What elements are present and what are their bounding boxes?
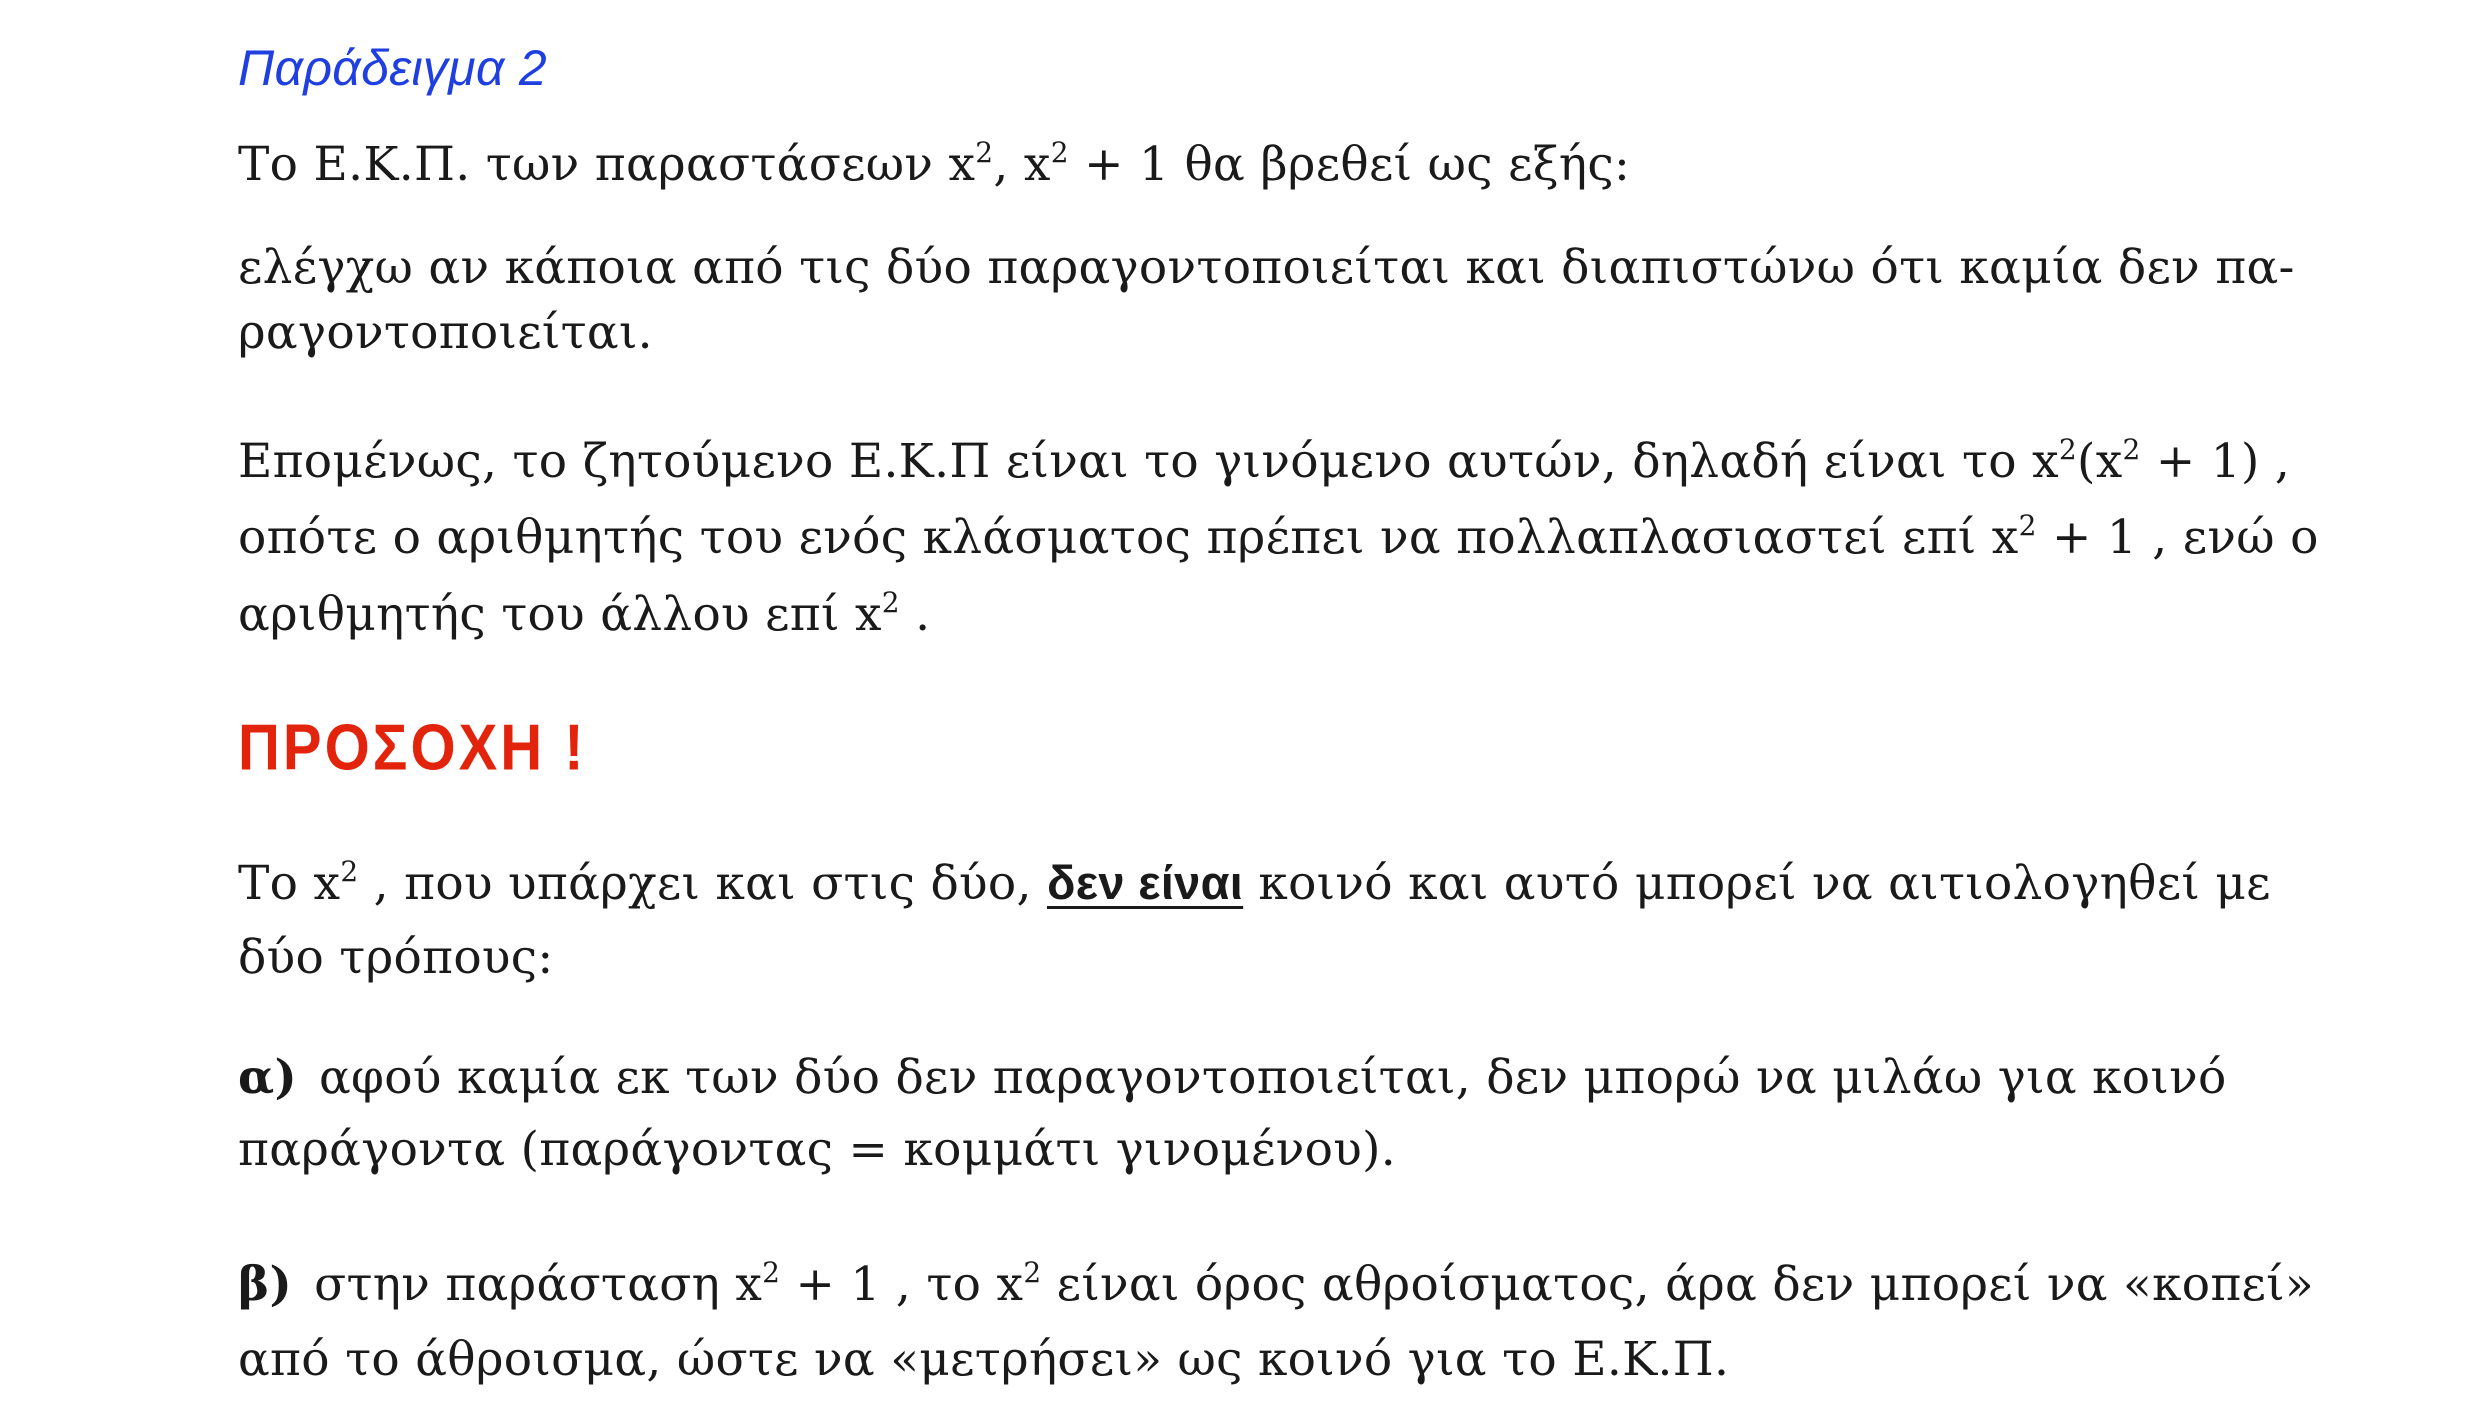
example-title: Παράδειγμα 2 <box>238 40 547 96</box>
p1-text: Το Ε.Κ.Π. των παραστάσεων <box>238 137 949 192</box>
item-b-math-x2-plus-1: $x^2$ <box>735 1256 781 1312</box>
item-b-math-x2: $x^2$ <box>996 1256 1042 1312</box>
item-b-line-2: από το άθροισμα, ώστε να «μετρήσει» ως κοινό για το Ε.Κ.Π. <box>238 1332 1730 1387</box>
p3-math-x2-plus-1: $x^2$ <box>1991 509 2037 565</box>
p1-math-x2: $x^2$ <box>948 136 994 192</box>
warning-heading: ΠΡΟΣΟΧΗ ! <box>238 711 587 784</box>
item-a-marker: α) <box>238 1050 298 1105</box>
p3-math-x2: $x^2$ <box>854 586 900 642</box>
emphasis-not-common: δεν είναι <box>1047 856 1244 909</box>
paragraph-3-line-1: Επομένως, το ζητούμενο Ε.Κ.Π είναι το γινόμενο αυτών, δηλαδή είναι το $x^2(x^2 + 1)$ , <box>238 433 2291 489</box>
paragraph-2-line-1: ελέγχω αν κάποια από τις δύο παραγοντοποιείται και διαπιστώνω ότι καμία δεν πα- <box>238 240 2295 295</box>
paragraph-1 <box>238 135 1630 195</box>
item-a-line-2: παράγοντα (παράγοντας = κομμάτι γινομένου). <box>238 1122 1397 1177</box>
p1-comma: , <box>993 137 1024 192</box>
item-a-line-1: α) αφού καμία εκ των δύο δεν παραγοντοποιείται, δεν μπορώ να μιλάω για κοινό <box>238 1050 2227 1105</box>
paragraph-3-line-2: οπότε ο αριθμητής του ενός κλάσματος πρέπει να πολλαπλασιαστεί επί $x^2 + 1$ , ενώ ο <box>238 509 2319 565</box>
paragraph-4-line-2: δύο τρόπους: <box>238 930 554 985</box>
paragraph-4-line-1: Το $x^2$ , που υπάρχει και στις δύο, δεν είναι κοινό και αυτό μπορεί να αιτιολογηθεί με <box>238 855 2271 911</box>
p1-tail: θα βρεθεί ως εξής: <box>1169 137 1631 192</box>
item-b-marker: β) <box>238 1257 293 1312</box>
p4-math-x2: $x^2$ <box>313 855 359 911</box>
item-b-line-1: β) στην παράσταση $x^2 + 1$ , το $x^2$ είναι όρος αθροίσματος, άρα δεν μπορεί να «κοπεί» <box>238 1256 2314 1312</box>
p1-math-x2-plus-1: $x^2 + 1$ <box>1023 136 1170 192</box>
paragraph-2-line-2: ραγοντοποιείται. <box>238 305 653 360</box>
paragraph-3-line-3: αριθμητής του άλλου επί $x^2$ . <box>238 586 931 642</box>
p3-math-product: $x^2(x^2 + 1)$ , <box>2032 433 2291 489</box>
